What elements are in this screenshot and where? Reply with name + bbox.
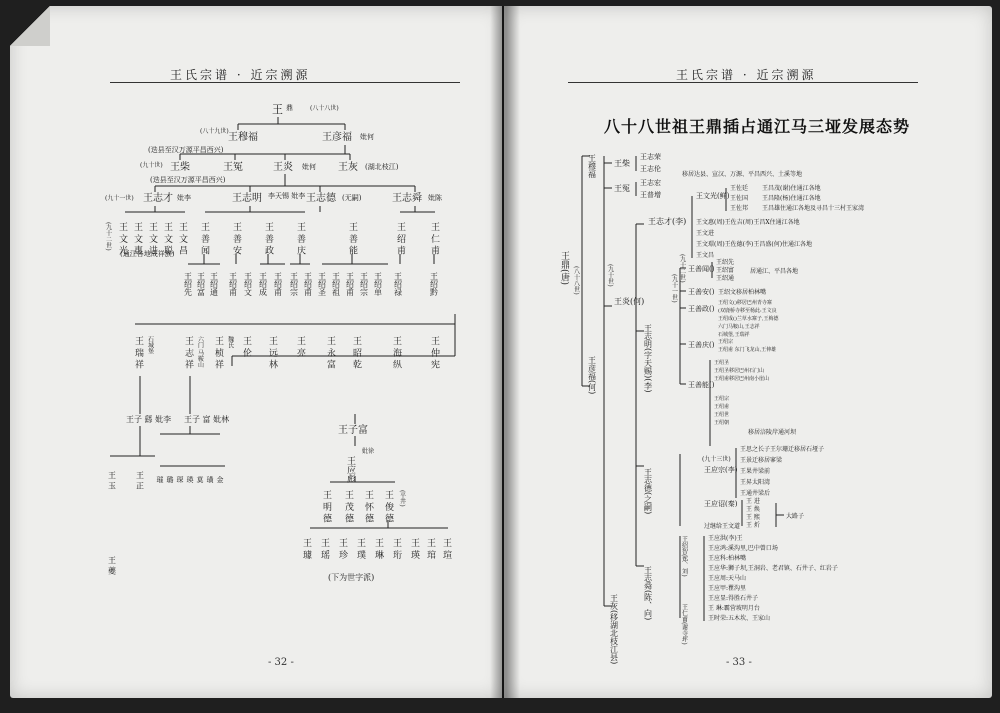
- yingzong-son-3: 王果井梁前: [740, 468, 771, 475]
- ren-fu: 王 仁 甫: [429, 222, 439, 255]
- chai-son-2: 王志伦: [640, 165, 661, 173]
- zhicai-gen: (九十二世): [678, 254, 686, 283]
- shanneng-label: 王善能(): [688, 381, 715, 389]
- yingbiao-note: 妣徐: [362, 448, 375, 455]
- shanqing-note-2: 王绍甫 东门飞龙山,王伸雄: [718, 347, 777, 353]
- shanneng-note-6: 王绍世: [714, 412, 730, 418]
- left-col-2: 王 正: [135, 471, 145, 490]
- wenhui-label: 王文惠(周)王佐吉(周)王昌X住通江各地: [696, 219, 800, 226]
- w-hui: 王 文 惠: [132, 222, 142, 255]
- muf-label: 王穆福: [587, 154, 597, 178]
- shao-col-8: 王绍宗: [289, 272, 299, 296]
- wenjin-label: 王文进: [696, 230, 715, 237]
- z-ming: 王 明 德: [321, 490, 331, 523]
- bottom-name-4: 王 璞: [355, 538, 365, 559]
- wenguang-label: 王文光(鲜): [696, 192, 730, 200]
- root-name: 王鼎(唐): [559, 251, 569, 286]
- zhongtian-name: 王子富: [338, 425, 368, 436]
- lower-left-col-4: 瑛: [186, 476, 194, 483]
- shun-list-1: 王应洪(李)王: [708, 535, 743, 542]
- shao-col-13: 王绍宗: [359, 272, 369, 296]
- gen93-note: (九十三世): [702, 456, 731, 463]
- xian-son-1: 王志宏: [640, 179, 661, 187]
- hui-note: (湖北枝江): [365, 163, 399, 171]
- left-page: [10, 6, 502, 698]
- lower-left-col-6: 璜: [206, 476, 214, 483]
- s-an: 王 善 安: [231, 222, 241, 255]
- zhenxiang-note: 魏氏: [226, 336, 234, 348]
- shao-generation-columns: [184, 272, 439, 297]
- zhishun-label: 王志舜(陈、向): [643, 566, 653, 621]
- zhishun-name: 王志舜: [392, 193, 422, 204]
- right-page-number: - 33 -: [726, 657, 752, 668]
- shanan-label: 王善安(): [688, 288, 715, 296]
- shao-col-14: 王绍单: [373, 272, 383, 296]
- chai-note: 移居达县、宣汉、万源、平昌西兴、土溪等地: [682, 171, 803, 178]
- wenguang-son-1: 王佐廷: [730, 185, 749, 192]
- haizong: 王 海 纵: [391, 336, 401, 369]
- shun-list-6: 王应甲:瞿沟里: [708, 585, 747, 592]
- shun-list-2: 王应鸿:溪沟里,巴中曾口场: [708, 545, 778, 552]
- bottom-note: (下为世字派): [328, 573, 375, 582]
- right-running-head: 王氏宗谱 · 近宗溯源: [676, 68, 817, 82]
- lower-left-col-1: 璀: [156, 476, 164, 483]
- zhishun-note: 妣陈: [428, 194, 442, 202]
- chai-note: (九十世): [140, 162, 163, 169]
- zhiming-name: 王志明: [232, 193, 262, 204]
- shun-list-5: 王应周:天马山: [708, 575, 747, 582]
- open-book: [10, 6, 992, 706]
- shanwen-son-2: 王绍富: [716, 267, 735, 274]
- yingzong-label: 王应宗(李): [704, 466, 738, 474]
- shanneng-note-7: 王绍朝: [714, 420, 730, 426]
- gen86-note: (八十八世): [310, 105, 339, 112]
- yuanlin: 王 远 林: [267, 336, 277, 369]
- right-genealogy-tree: [504, 6, 992, 698]
- shao-col-3: 王绍通: [209, 272, 219, 296]
- shun-list-7: 王应显:得胜石井子: [708, 595, 759, 602]
- left-genealogy-chart: [10, 6, 502, 698]
- yingzong-son-1: 王思之长子王尔珊迁移居石垭子: [740, 446, 825, 453]
- shanzheng-note-4: 六门马鞍山,王志祥: [718, 324, 760, 330]
- s-zheng: 王 善 政: [263, 222, 273, 255]
- yingzhao-son-4: 王 炘: [746, 522, 760, 529]
- z-mao: 王 茂 德: [343, 490, 353, 523]
- xian-name: 王冤: [223, 162, 243, 173]
- wenguang-note-1: 王昌茂(谢)住通江各地: [762, 185, 821, 192]
- shao-col-4: 王绍甫: [228, 272, 238, 296]
- xian-son-2: 王普增: [640, 191, 661, 199]
- s-wen: 王 善 闻: [199, 222, 209, 255]
- wenchang-label: 王文昌: [696, 252, 715, 259]
- jianglin-note: 移居涪陵岸通河坝: [748, 429, 797, 436]
- zhicai-name: 王志才: [143, 193, 173, 204]
- bottom-left-b: 王子 富 妣林: [184, 415, 230, 424]
- tongjiang-note: (通江各地成祥族): [120, 250, 175, 258]
- w-guang: 王 文 光: [117, 222, 127, 255]
- wenguang-note-2: 王昌隆(杨)住通江各地: [762, 195, 821, 202]
- shanzheng-note-1: 王绍文()移居巴州青寺寨: [718, 300, 772, 306]
- ruixiang-note: 石城堡: [146, 336, 154, 354]
- yanfu-note: 妣何: [360, 133, 374, 141]
- lower-left-col-7: 金: [216, 476, 224, 483]
- shao-col-10: 王绍圣: [317, 272, 327, 296]
- bottom-name-1: 王 璩: [301, 538, 311, 559]
- w-chang: 王 文 昌: [177, 222, 187, 255]
- right-page: [504, 6, 992, 698]
- liang: 王 亮: [295, 336, 305, 357]
- shao-col-12: 王绍甫: [345, 272, 355, 296]
- w-cong: 王 文 聪: [162, 222, 172, 255]
- chai-son-1: 王志荣: [640, 153, 661, 161]
- shanzheng-label: 王善政(): [688, 305, 715, 313]
- shaozhi-label: 王绍智(郑、刘): [680, 536, 688, 577]
- zhicai-label: 王志才(李): [648, 217, 687, 226]
- shao-col-6: 王绍成: [258, 272, 268, 296]
- left-running-head: 王氏宗谱 · 近宗溯源: [170, 68, 311, 82]
- shanzheng-note-5: 石城堡,王瑞祥: [718, 332, 750, 338]
- gen91-note: (九十一世): [670, 274, 678, 303]
- shanneng-note-4: 王绍宗: [714, 396, 730, 402]
- gen90-note: (九十世): [606, 264, 614, 287]
- bottom-name-9: 王 瑄: [441, 538, 451, 559]
- bottom-name-2: 王 瑶: [319, 538, 329, 559]
- yanfu-label: 王彦福(何): [587, 356, 597, 395]
- z-huai: 王 怀 德: [363, 490, 373, 523]
- s-neng: 王 善 能: [347, 222, 357, 255]
- zhixiang: 王 志 祥: [183, 336, 193, 369]
- zhongxian: 王 仲 宪: [429, 336, 439, 369]
- left-col-1: 王 玉: [107, 471, 117, 490]
- lower-left-col-5: 莫: [196, 476, 204, 483]
- shun-list-9: 王时荣:五木坎、王家山: [708, 615, 771, 622]
- yingbiao-name: 王应彪: [345, 456, 355, 483]
- zhenxiang: 王 桢 祥: [213, 336, 223, 369]
- page-corner-curl: [10, 6, 50, 46]
- zhicai-note: 妣李: [177, 194, 191, 202]
- gen86-name: 王: [272, 103, 283, 116]
- jun-note: (平井): [398, 490, 406, 507]
- bottom-name-5: 王 琳: [373, 538, 383, 559]
- left-col-3: 王 夔: [107, 556, 117, 575]
- right-page-title: 八十八世祖王鼎插占通江马三垭发展态势: [604, 117, 911, 136]
- yingzong-son-2: 王景迁移居寥梁: [740, 457, 783, 464]
- yingzhao-son-2: 王 焕: [746, 506, 760, 513]
- shao-col-5: 王绍文: [243, 272, 253, 296]
- zhide-note: (无嗣): [342, 194, 362, 202]
- yingzhao-son-1: 王 进: [746, 498, 760, 505]
- shanwen-son-1: 王绍先: [716, 259, 735, 266]
- zhicai-gen: (九十一世): [105, 195, 134, 202]
- shao-col-2: 王绍富: [196, 272, 206, 296]
- shao-col-9: 王绍甫: [303, 272, 313, 296]
- bottom-name-3: 王 珍: [337, 538, 347, 559]
- branch-note-2: (迭县至汉万源平昌西兴): [150, 176, 226, 184]
- muf-name: 王穆福: [228, 132, 258, 143]
- lower-left-col-2: 璐: [166, 476, 174, 483]
- lower-left-columns: [156, 475, 224, 484]
- shao-fu: 王 绍 甫: [395, 222, 405, 255]
- hui-label: 王灰(移湖北枝江县): [609, 594, 619, 665]
- yingzong-son-4: 王昇太阳湾: [740, 479, 771, 486]
- gen92-note: (九十二世): [104, 222, 112, 251]
- yan-label: 王炎(何): [614, 297, 645, 306]
- bottom-name-8: 王 琯: [425, 538, 435, 559]
- shun-list-4: 王应华:狮子坝,王洞岩、老君镇、石井子、红岩子: [708, 565, 838, 572]
- s-qing: 王 善 庆: [295, 222, 305, 255]
- wenguang-son-2: 王佐国: [730, 195, 749, 202]
- muf-note: (八十九世): [200, 128, 229, 135]
- bottom-name-6: 王 珩: [391, 538, 401, 559]
- shao-col-7: 王绍甫: [273, 272, 283, 296]
- branch-note-1: (迭县至汉万源平昌西兴): [148, 146, 224, 154]
- yan-name: 王炎: [273, 162, 293, 173]
- zhide-label: 王志德(之嗣): [643, 468, 653, 515]
- shanqing-note-1: 王绍宗: [718, 339, 734, 345]
- shanqing-label: 王善庆(): [688, 341, 715, 349]
- zhaoqian: 王 昭 乾: [351, 336, 361, 369]
- xian-label: 王冤: [614, 184, 630, 193]
- bottom-left-a: 王子 繇 妣李: [126, 415, 172, 424]
- shanan-note: 王绍文移居柏林嘴: [718, 289, 767, 296]
- yanfu-name: 王彦福: [322, 132, 352, 143]
- shun-list-3: 王应科:柏林嘴: [708, 555, 747, 562]
- zhiming-note: 李天锡 妣李: [268, 192, 306, 200]
- yan-note: 妣何: [302, 163, 316, 171]
- shanwen-label: 王善闻(): [688, 265, 715, 273]
- shun-list-8: 王 琳:霸营坡明月台: [708, 605, 760, 612]
- yingzong-son-5: 王通井梁后: [740, 490, 771, 497]
- bottom-generation: [301, 538, 452, 560]
- shanneng-note-1: 王绍圣: [714, 360, 730, 366]
- shanwen-note: 居通江、平昌各地: [750, 268, 799, 275]
- shao-col-1: 王绍先: [183, 272, 193, 296]
- zhixiang-note: 六门 马鞍山: [196, 336, 204, 368]
- dazhizi-label: 大路子: [786, 513, 805, 520]
- chai-name: 王柴: [170, 162, 190, 173]
- w-jin: 王 文 进: [147, 222, 157, 255]
- wenzao-label: 王文璟(周)王佐德(李)王昌盛(何)住通江各地: [696, 241, 813, 248]
- root-gen: (八十八世): [572, 266, 580, 295]
- hui-name: 王灰: [338, 162, 358, 173]
- wenguang-son-3: 王佐邦: [730, 205, 749, 212]
- ruixiang: 王 瑞 祥: [133, 336, 143, 369]
- gen86-name-b: 鼎: [286, 104, 293, 112]
- shanzheng-note-2: (双鹿桥寺移至杨此:王文良: [718, 308, 777, 314]
- shanneng-note-3: 王绍甫移居巴州南小崖山: [714, 376, 770, 382]
- yingzhao-note: 过继给王文道: [704, 523, 741, 530]
- yingzhao-label: 王应诏(秦): [704, 500, 738, 508]
- shanneng-note-5: 王绍甫: [714, 404, 730, 410]
- ren-label: 王仁甫(谢寺坪): [680, 604, 688, 645]
- chai-label: 王柴: [614, 159, 630, 168]
- wenguang-note-3: 王昌雄住通江各地及寻昌十三村王家湾: [762, 205, 865, 212]
- shao-col-15: 王绍禄: [393, 272, 403, 296]
- bottom-name-7: 王 瑛: [409, 538, 419, 559]
- shao-generation-lines: [188, 254, 434, 264]
- yingzhao-son-3: 王 熙: [746, 514, 760, 521]
- z-jun: 王 俊 德: [383, 490, 393, 523]
- shanneng-note-2: 王绍圣移居巴州石门山: [714, 368, 765, 374]
- zhiming-label: 王志明(字天赐)(李): [643, 324, 653, 393]
- left-page-number: - 32 -: [268, 657, 294, 668]
- yongfu: 王 永 富: [325, 336, 335, 369]
- shanwen-son-3: 王绍通: [716, 275, 735, 282]
- lun: 王 伦: [241, 336, 251, 357]
- lower-left-col-3: 琛: [176, 476, 184, 483]
- shao-col-11: 王绍祖: [331, 272, 341, 296]
- shao-col-16: 王绍黔: [429, 272, 439, 296]
- zhide-name: 王志德: [306, 193, 336, 204]
- shanzheng-note-3: 王绍成()兰草水寨子,王梅德: [718, 316, 779, 322]
- lower-row: [133, 335, 440, 369]
